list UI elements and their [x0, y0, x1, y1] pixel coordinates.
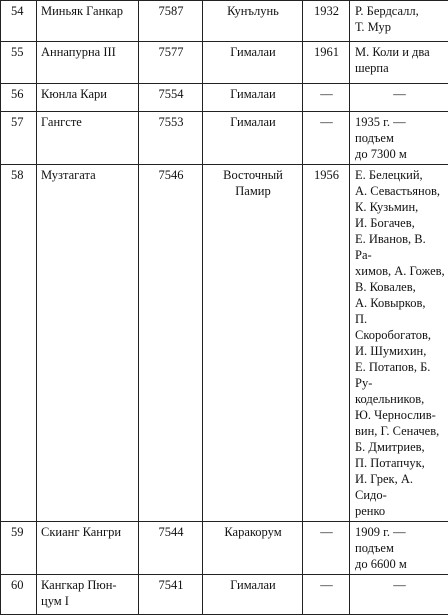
row-number: 58 [1, 165, 37, 522]
peak-region: Гималаи [203, 84, 303, 112]
table-row [1, 522, 448, 575]
first-ascent-year: 1961 [303, 42, 350, 84]
first-ascent-year: 1932 [303, 1, 350, 42]
first-ascent-year: — [303, 522, 350, 575]
row-number: 54 [1, 1, 37, 42]
row-number: 55 [1, 42, 37, 84]
peak-region: Гималаи [203, 575, 303, 615]
row-number: 57 [1, 112, 37, 165]
peak-region: Кунълунь [203, 1, 303, 42]
table-row [1, 42, 448, 84]
peak-name: Кюнла Кари [37, 84, 139, 112]
row-number: 59 [1, 522, 37, 575]
peak-region: Каракорум [203, 522, 303, 575]
table-row [1, 165, 448, 522]
peak-elevation: 7553 [139, 112, 203, 165]
table-row [1, 112, 448, 165]
peak-name: Гангсте [37, 112, 139, 165]
peak-elevation: 7577 [139, 42, 203, 84]
first-ascent-year: — [303, 575, 350, 615]
first-ascent-party: Р. Бердсалл, Т. Мур [350, 1, 448, 42]
table-row [1, 575, 448, 615]
peak-elevation: 7544 [139, 522, 203, 575]
peak-region: Гималаи [203, 42, 303, 84]
peak-name: Скианг Кангри [37, 522, 139, 575]
first-ascent-year: 1956 [303, 165, 350, 522]
first-ascent-party: 1935 г. — подъем до 7300 м [350, 112, 448, 165]
peak-name: Миньяк Ганкар [37, 1, 139, 42]
peak-elevation: 7546 [139, 165, 203, 522]
row-number: 60 [1, 575, 37, 615]
peak-elevation: 7541 [139, 575, 203, 615]
row-number: 56 [1, 84, 37, 112]
first-ascent-party: — [350, 575, 448, 615]
table-row [1, 84, 448, 112]
table-row [1, 1, 448, 42]
peak-elevation: 7587 [139, 1, 203, 42]
peak-name: Кангкар Пюн- цум I [37, 575, 139, 615]
first-ascent-year: — [303, 112, 350, 165]
first-ascent-party: М. Коли и два шерпа [350, 42, 448, 84]
peak-elevation: 7554 [139, 84, 203, 112]
first-ascent-party: Е. Белецкий, А. Севастьянов, К. Кузьмин, И. Богачев, Е. Иванов, В. Ра- химов, А. Гожев, В. Ковалев, А. Ковырков, П. Скоробогатов, И. Шумихин, Е. Потапов, Б. Ру- кодельников, Ю. Чернослив- вин, Г. Сеначев, Б. Дмитриев, П. Потапчук, И. Грек, А. Сидо- ренко [350, 165, 448, 522]
first-ascent-year: — [303, 84, 350, 112]
peak-region: Восточный Памир [203, 165, 303, 522]
first-ascent-party: 1909 г. — подъем до 6600 м [350, 522, 448, 575]
peak-name: Аннапурна III [37, 42, 139, 84]
peak-region: Гималаи [203, 112, 303, 165]
first-ascent-party: — [350, 84, 448, 112]
peak-name: Музтагата [37, 165, 139, 522]
